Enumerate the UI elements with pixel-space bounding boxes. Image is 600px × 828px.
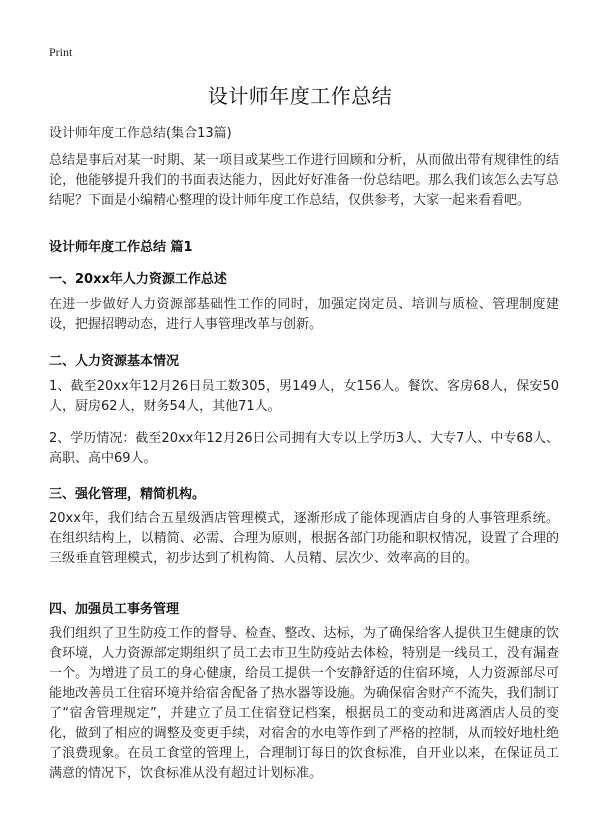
document-subtitle: 设计师年度工作总结(集合13篇) [49,126,232,141]
print-label: Print [49,45,73,59]
section-heading-4: 四、加强员工事务管理 [49,602,180,617]
section-heading-1: 一、20xx年人力资源工作总述 [49,272,227,287]
section-1-paragraph: 在进一步做好人力资源部基础性工作的同时，加强定岗定员、培训与质检、管理制度建设，把握招聘动态，进行人事管理改革与创新。 [49,297,559,332]
section-2-paragraph-2: 2、学历情况：截至20xx年12月26日公司拥有大专以上学历3人、大专7人、中专68人、高职、高中69人。 [49,431,559,466]
section-2-paragraph-1: 1、截至20xx年12月26日员工数305，男149人，女156人。餐饮、客房68人，保安50人，厨房62人，财务54人，其他71人。 [49,379,559,414]
intro-paragraph: 总结是事后对某一时期、某一项目或某些工作进行回顾和分析，从而做出带有规律性的结论，他能够提升我们的书面表达能力，因此好好准备一份总结吧。那么我们该怎么去写总结呢？下面是小编精心整理的设计师年度工作总结，仅供参考，大家一起来看看吧。 [49,153,559,208]
section-4-paragraph: 我们组织了卫生防疫工作的督导、检查、整改、达标，为了确保给客人提供卫生健康的饮食环境，人力资源部定期组织了员工去市卫生防疫站去体检，特别是一线员工，没有漏查一个。为增进了员工的身心健康，给员工提供一个安静舒适的住宿环境，人力资源部尽可能地改善员工住宿环境并给宿舍配备了热水器等设施。为确保宿舍财产不流失，我们制订了“宿舍管理规定”，并建立了员工住宿登记档案，根据员工的变动和进离酒店人员的变化，做到了相应的调整及变更手续，对宿舍的水电等作到了严格的控制，从而较好地杜绝了浪费现象。在员工食堂的管理上，合理制订每日的饮食标准，自开业以来，在保证员工满意的情况下，饮食标准从没有超过计划标准。 [49,626,559,781]
section-3-paragraph: 20xx年，我们结合五星级酒店管理模式，逐渐形成了能体现酒店自身的人事管理系统。在组织结构上，以精简、必需、合理为原则，根据各部门功能和职权情况，设置了合理的三级垂直管理模式，初步达到了机构简、人员精、层次少、效率高的目的。 [49,511,559,566]
document-title: 设计师年度工作总结 [207,84,393,108]
section-heading-2: 二、人力资源基本情况 [49,354,180,369]
section-heading-3: 三、强化管理，精简机构。 [49,487,206,502]
article-heading: 设计师年度工作总结 篇1 [49,240,193,255]
